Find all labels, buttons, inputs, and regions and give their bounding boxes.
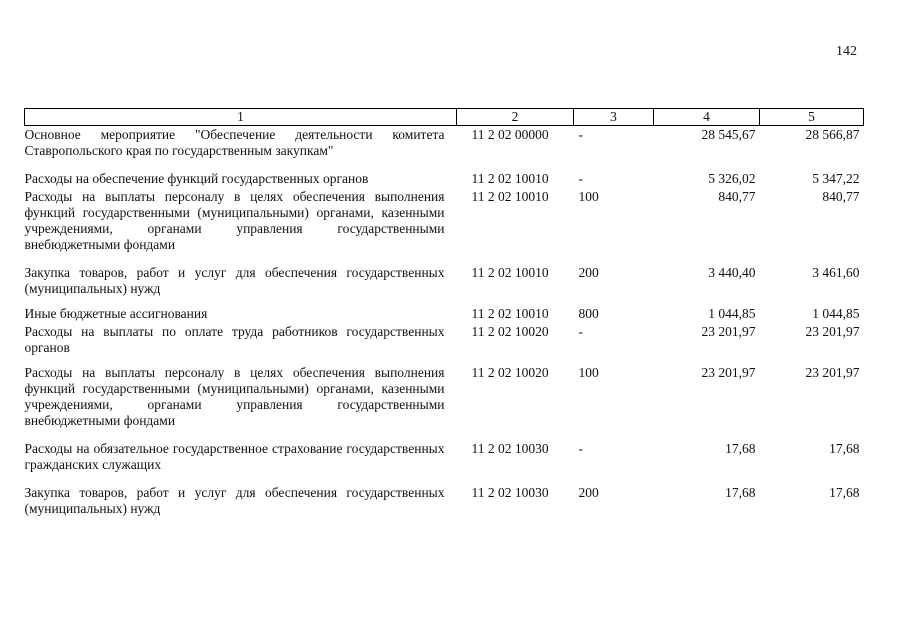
header-col-2: 2 xyxy=(457,109,574,126)
row-code: 11 2 02 10010 xyxy=(471,189,549,204)
row-value-2: 23 201,97 xyxy=(805,324,860,339)
row-value-2: 5 347,22 xyxy=(812,171,860,186)
table-row xyxy=(25,171,864,189)
row-value-1: 28 545,67 xyxy=(701,127,756,142)
row-name: Закупка товаров, работ и услуг для обеспечения государственных (муниципальных) нужд xyxy=(24,265,445,296)
row-value-2: 3 461,60 xyxy=(812,265,860,280)
row-code: 11 2 02 10020 xyxy=(471,365,549,380)
row-code: 11 2 02 10030 xyxy=(471,485,549,500)
budget-table xyxy=(24,108,864,517)
row-name: Расходы на обязательное государственное страхование государственных гражданских служащих xyxy=(24,441,445,472)
table-row xyxy=(25,189,864,265)
row-value-1: 23 201,97 xyxy=(701,365,756,380)
row-value-2: 28 566,87 xyxy=(805,127,860,142)
row-value-1: 5 326,02 xyxy=(708,171,756,186)
row-type: 200 xyxy=(578,265,599,280)
row-value-2: 840,77 xyxy=(822,189,860,204)
row-name: Расходы на выплаты персоналу в целях обеспечения выполнения функций государственными (муниципальными) органами, казенными учреждениями, органами управления государственными внебюджетными фондами xyxy=(24,189,445,252)
row-type: - xyxy=(578,324,583,339)
page-number: 142 xyxy=(836,44,857,59)
row-code: 11 2 02 10010 xyxy=(471,306,549,321)
header-col-1: 1 xyxy=(25,109,457,126)
row-value-2: 1 044,85 xyxy=(812,306,860,321)
table-row xyxy=(25,485,864,517)
table-row xyxy=(25,126,864,172)
header-col-4: 4 xyxy=(654,109,760,126)
row-name: Закупка товаров, работ и услуг для обеспечения государственных (муниципальных) нужд xyxy=(24,485,445,516)
row-value-2: 23 201,97 xyxy=(805,365,860,380)
row-code: 11 2 02 10010 xyxy=(471,265,549,280)
row-name: Основное мероприятие "Обеспечение деятельности комитета Ставропольского края по государственным закупкам" xyxy=(24,127,445,158)
header-row xyxy=(25,109,864,126)
row-code: 11 2 02 00000 xyxy=(471,127,549,142)
row-value-1: 1 044,85 xyxy=(708,306,756,321)
row-type: 100 xyxy=(578,365,599,380)
header-col-3: 3 xyxy=(574,109,654,126)
row-value-1: 17,68 xyxy=(725,441,756,456)
row-value-2: 17,68 xyxy=(829,485,860,500)
row-type: 800 xyxy=(578,306,599,321)
row-code: 11 2 02 10010 xyxy=(471,171,549,186)
row-type: 100 xyxy=(578,189,599,204)
table-row xyxy=(25,265,864,306)
row-value-1: 840,77 xyxy=(718,189,756,204)
row-type: 200 xyxy=(578,485,599,500)
table-row xyxy=(25,324,864,365)
row-type: - xyxy=(578,171,583,186)
row-value-1: 17,68 xyxy=(725,485,756,500)
table-row xyxy=(25,365,864,441)
row-type: - xyxy=(578,127,583,142)
header-col-5: 5 xyxy=(760,109,864,126)
row-code: 11 2 02 10020 xyxy=(471,324,549,339)
table-row xyxy=(25,441,864,485)
row-name: Расходы на выплаты персоналу в целях обеспечения выполнения функций государственными (муниципальными) органами, казенными учреждениями, органами управления государственными внебюджетными фондами xyxy=(24,365,445,428)
row-value-1: 3 440,40 xyxy=(708,265,756,280)
row-name: Иные бюджетные ассигнования xyxy=(24,306,208,321)
table-row xyxy=(25,306,864,324)
row-value-1: 23 201,97 xyxy=(701,324,756,339)
row-type: - xyxy=(578,441,583,456)
row-code: 11 2 02 10030 xyxy=(471,441,549,456)
row-name: Расходы на обеспечение функций государственных органов xyxy=(24,171,369,186)
row-name: Расходы на выплаты по оплате труда работников государственных органов xyxy=(24,324,445,355)
row-value-2: 17,68 xyxy=(829,441,860,456)
